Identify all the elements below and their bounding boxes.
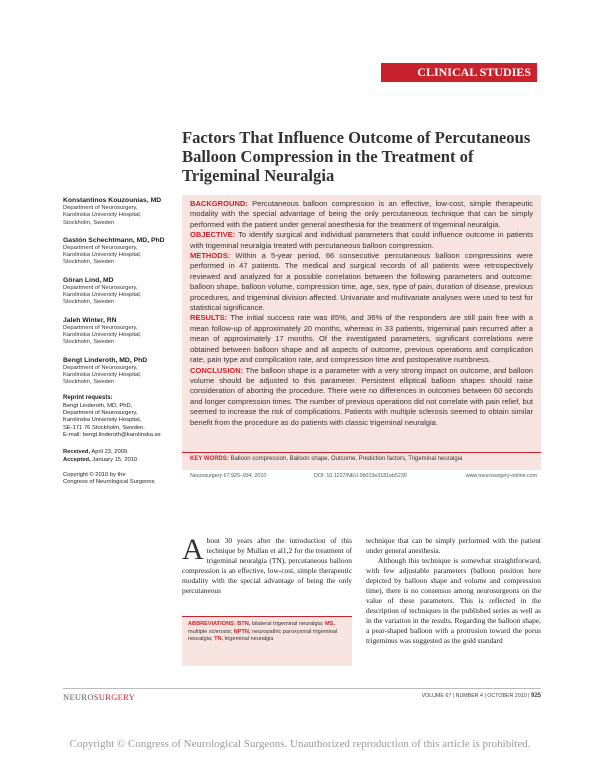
author-name: Göran Lind, MD: [63, 276, 114, 284]
accepted-date: [63, 457, 181, 464]
affiliation-line: Karolinska University Hospital,: [63, 252, 142, 259]
journal-brand: [63, 692, 135, 702]
affiliation-line: Karolinska University Hospital,: [63, 212, 142, 219]
brand-part: SURGERY: [93, 692, 136, 702]
reprint-line: Department of Neurosurgery,: [63, 410, 138, 417]
abstract-text: Within a 5-year period, 66 consecutive percutaneous balloon compressions were performed in 47 patients. The medical and surgical records of all patients were retrospectively reviewed and analyzed for a possible correlation between the following parameters and outcome: balloon shape, balloon volume, compression time, age, sex, type of pain, duration of disease, previous procedures, and trigeminal division affected. Univariate and multivariate analyses were used to test for statistical significance.: [190, 251, 533, 313]
abstract-heading: CONCLUSION:: [190, 365, 244, 375]
author-block: [63, 316, 181, 347]
intro-text: bout 30 years after the introduction of this technique by Mullan et al1,2 for the treatment of trigeminal neuralgia (TN), percutaneous balloon compression is an effective, low-cost, simple therapeutic modality with the special advantage of being the only percutaneous: [182, 536, 352, 596]
copyright-line: Congress of Neurological Surgeons: [63, 479, 155, 486]
copyright-notice: Copyright © Congress of Neurological Surgeons. Unauthorized reproduction of this article is prohibited.: [69, 738, 531, 750]
abstract-text: Percutaneous balloon compression is an effective, low-cost, simple therapeutic modality with the special advantage of being the only percutaneous technique that can be simply performed with the patient under general anesthesia for the treatment of trigeminal neuralgia.: [190, 199, 533, 229]
article-dates: [63, 449, 181, 464]
reprint-email[interactable]: E-mail: bengt.linderoth@karolinska.se: [63, 431, 161, 438]
intro-paragraph: [182, 533, 352, 596]
abstract-objective: [190, 230, 533, 251]
affiliation-line: Department of Neurosurgery,: [63, 205, 138, 211]
page-number: 925: [530, 693, 541, 699]
affiliation-line: Karolinska University Hospital,: [63, 331, 142, 338]
author-block: [63, 276, 181, 307]
abbreviation-def: multiple sclerosis;: [188, 628, 234, 635]
reprint-line: SE-171 76 Stockholm, Sweden.: [63, 424, 145, 431]
body-column-2: [366, 536, 541, 647]
author-affiliation: [63, 205, 181, 227]
accepted-label: Accepted,: [63, 456, 91, 463]
abbreviation-term: MS,: [324, 621, 335, 627]
author-name: Jaleh Winter, RN: [63, 316, 117, 324]
abbreviation-def: neuropathic paroxysmal trigeminal neuralgia;: [188, 628, 338, 643]
author-name: Konstantinos Kouzounias, MD: [63, 197, 162, 204]
reprint-line: Bengt Linderoth, MD, PhD,: [63, 402, 133, 409]
abstract-heading: METHODS:: [190, 251, 231, 261]
affiliation-line: Karolinska University Hospital,: [63, 292, 142, 299]
abbreviations-box: [182, 616, 352, 666]
reprint-label: Reprint requests:: [63, 395, 113, 402]
abstract-heading: RESULTS:: [190, 313, 228, 323]
affiliation-line: Stockholm, Sweden: [63, 339, 115, 346]
abbreviation-term: ABBREVIATIONS: BTN,: [188, 621, 251, 627]
affiliation-line: Stockholm, Sweden: [63, 299, 115, 306]
author-block: [63, 356, 181, 387]
affiliation-line: Department of Neurosurgery,: [63, 284, 138, 291]
abbreviation-def: trigeminal neuralgia: [223, 636, 274, 643]
affiliation-line: Department of Neurosurgery,: [63, 324, 138, 331]
brand-part: NEURO: [63, 692, 94, 702]
author-affiliation: [63, 285, 181, 307]
abstract-methods: [190, 251, 533, 313]
abstract-conclusion: [190, 366, 533, 428]
abstract-text: The initial success rate was 85%, and 36% of the responders are still pain free with a mean follow-up of approximately 20 months, whereas in 33 patients, trigeminal pain recurred after a mean of approximately 17 months. Of the investigated parameters, significant correlations were obtained between balloon shape and all aspects of outcome, previous operations and complication rate, pain type and complication rate, and compression time and postoperative numbness.: [190, 313, 533, 365]
abbreviation-term: NPTN,: [233, 628, 251, 635]
copyright-line: Copyright © 2010 by the: [63, 471, 126, 478]
received-value: April 23, 2009.: [91, 449, 129, 456]
doi[interactable]: DOI: 10.1227/NEU.0b013e3181eb5230: [314, 473, 407, 479]
accepted-value: January 15, 2010.: [92, 456, 139, 463]
keywords-text: Balloon compression, Balloon shape, Outcome, Prediction factors, Trigeminal neuralgia: [228, 456, 463, 462]
author-name: Bengt Linderoth, MD, PhD: [63, 356, 148, 364]
body-paragraph: Although this technique is somewhat straightforward, with few adjustable parameters (balloon position here depicted by balloon shape and volume and compression time), there is no consensus among neurosurgeons on the value of these parameters. This is reflected in the description of techniques in the published series as well as in the variation in the results. Regarding the balloon shape, a pear-shaped balloon with a protrusion toward the porus trigeminus was suggested as the gold standard: [366, 556, 541, 646]
citation: Neurosurgery 67:925–934, 2010: [190, 473, 267, 479]
affiliation-line: Department of Neurosurgery,: [63, 244, 138, 251]
volume-text: VOLUME 67 | NUMBER 4 | OCTOBER 2010 |: [421, 693, 531, 699]
abstract-heading: OBJECTIVE:: [190, 230, 236, 240]
abstract-text: The balloon shape is a parameter with a very strong impact on outcome, and balloon volume should be adjusted to this parameter. Persistent elliptical balloon shapes should raise consideration of aborting the procedure. There were no differences in outcomes between 60 seconds and longer compression times. The number of previous operations did not correlate with pain relief, but seemed to increase the risk of complications. Patients with multiple sclerosis seemed to obtain similar benefit from the procedure as do patients with classic trigeminal neuralgia.: [190, 365, 534, 427]
author-block: [63, 196, 181, 227]
copyright-box: [63, 472, 181, 487]
author-name: Gastón Schechtmann, MD, PhD: [63, 236, 165, 244]
abbreviation-def: bilateral trigeminal neuralgia;: [250, 621, 325, 627]
affiliation-line: Department of Neurosurgery,: [63, 364, 138, 371]
page-footer: [63, 688, 541, 701]
author-affiliation: [63, 325, 181, 347]
journal-url[interactable]: www.neurosurgery-online.com: [465, 473, 537, 479]
author-affiliation: [63, 245, 181, 267]
abbreviation-term: TN,: [214, 636, 224, 643]
author-block: [63, 236, 181, 267]
abstract-text: To identify surgical and individual parameters that could influence outcome in patients with trigeminal neuralgia treated with percutaneous balloon compression.: [190, 230, 533, 250]
affiliation-line: Stockholm, Sweden: [63, 379, 115, 386]
author-sidebar: [63, 196, 181, 486]
reprint-requests: [63, 395, 181, 439]
keywords-heading: KEY WORDS:: [190, 456, 229, 462]
drop-cap: A: [182, 533, 204, 566]
author-affiliation: [63, 365, 181, 387]
article-title: Factors That Influence Outcome of Percutaneous Balloon Compression in the Treatment of Trigeminal Neuralgia: [182, 128, 531, 185]
abstract-heading: BACKGROUND:: [190, 199, 248, 208]
section-banner: CLINICAL STUDIES: [381, 63, 537, 82]
affiliation-line: Karolinska University Hospital,: [63, 371, 142, 378]
abstract-results: [190, 313, 533, 365]
keywords-bar: [182, 452, 541, 465]
reprint-line: Karolinska University Hospital,: [63, 417, 142, 424]
abstract-background: [190, 199, 533, 230]
body-column-1: [182, 533, 352, 596]
affiliation-line: Stockholm, Sweden: [63, 219, 115, 226]
affiliation-line: Stockholm, Sweden: [63, 259, 115, 266]
body-paragraph: technique that can be simply performed with the patient under general anesthesia.: [366, 536, 541, 556]
volume-info: [422, 693, 541, 699]
received-label: Received,: [63, 449, 91, 456]
received-date: [63, 449, 181, 456]
journal-line: [182, 470, 541, 482]
abstract-box: [182, 195, 541, 470]
